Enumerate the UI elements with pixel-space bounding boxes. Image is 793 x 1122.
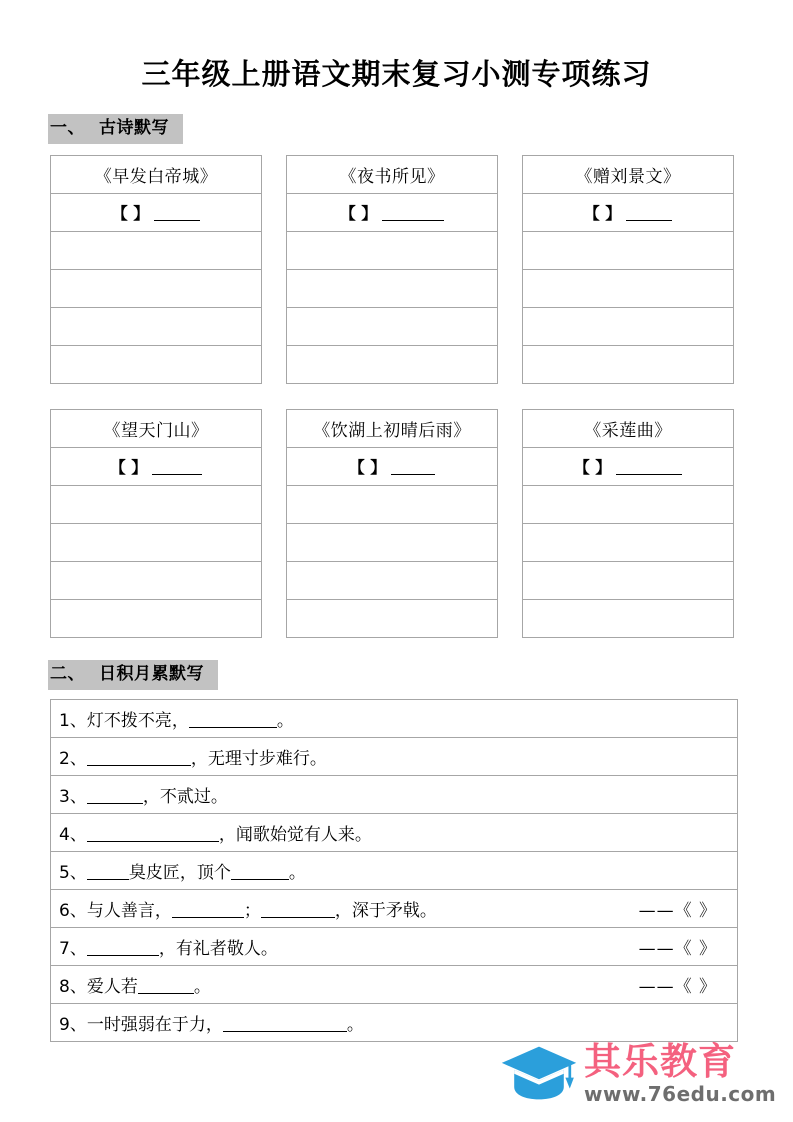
poem-writing-row <box>287 232 498 270</box>
sentence-text-fragment: 灯不拨不亮， <box>86 711 189 732</box>
bracket-marker: 【 】 <box>348 458 387 478</box>
poem-writing-row <box>287 270 498 308</box>
bracket-marker: 【 】 <box>573 458 612 478</box>
sentence-text-fragment: 臭皮匠，顶个 <box>128 863 231 884</box>
poem-writing-row <box>287 562 498 600</box>
table-row <box>51 814 738 852</box>
poem-title: 《夜书所见》 <box>287 156 498 194</box>
poem-writing-cell[interactable] <box>287 562 498 600</box>
table-row <box>51 700 738 738</box>
poem-writing-row <box>51 524 262 562</box>
sentence-cell[interactable] <box>51 1004 738 1042</box>
poem-writing-cell[interactable] <box>51 486 262 524</box>
poem-writing-row <box>287 346 498 384</box>
poem-title-row <box>523 410 734 448</box>
answer-blank[interactable] <box>391 460 435 475</box>
poem-title: 《赠刘景文》 <box>523 156 734 194</box>
band-spacer <box>0 384 793 398</box>
poem-title: 《采莲曲》 <box>523 410 734 448</box>
section-1-number: 一、 <box>50 118 85 139</box>
poem-title: 《饮湖上初晴后雨》 <box>287 410 498 448</box>
poem-bracket-answer-cell[interactable] <box>287 448 498 486</box>
answer-blank[interactable] <box>382 206 444 221</box>
logo-url-text: www.76edu.com <box>584 1081 777 1106</box>
poem-writing-cell[interactable] <box>51 270 262 308</box>
sentence-content <box>59 744 327 769</box>
poem-bracket-row <box>287 194 498 232</box>
poem-bracket-answer-cell[interactable] <box>523 448 734 486</box>
poem-writing-cell[interactable] <box>523 270 734 308</box>
poem-writing-cell[interactable] <box>51 232 262 270</box>
sentence-content <box>59 820 372 845</box>
poem-writing-cell[interactable] <box>51 346 262 384</box>
poem-writing-row <box>523 232 734 270</box>
poem-writing-row <box>51 270 262 308</box>
poem-writing-row <box>51 308 262 346</box>
poem-writing-cell[interactable] <box>51 308 262 346</box>
page-title: 三年级上册语文期末复习小测专项练习 <box>141 57 652 91</box>
section-heading-1 <box>0 92 793 144</box>
poem-writing-row <box>51 562 262 600</box>
sentence-number: 8、 <box>59 977 87 998</box>
sentence-cell[interactable] <box>51 928 738 966</box>
poem-table <box>522 155 734 384</box>
bracket-marker: 【 】 <box>109 458 148 478</box>
section-2-label: 日积月累默写 <box>99 664 204 685</box>
poem-writing-cell[interactable] <box>523 232 734 270</box>
sentence-text-fragment: 与人善言， <box>86 901 172 922</box>
sentence-cell[interactable] <box>51 776 738 814</box>
sentence-row-inner <box>59 744 731 769</box>
sentence-text-fragment: ，闻歌始觉有人来。 <box>218 825 372 846</box>
graduation-cap-icon <box>500 1042 578 1104</box>
answer-blank[interactable] <box>223 1017 347 1033</box>
poem-writing-cell[interactable] <box>523 600 734 638</box>
poem-writing-row <box>523 562 734 600</box>
poem-bracket-row <box>51 194 262 232</box>
bracket-marker: 【 】 <box>583 204 622 224</box>
table-row <box>51 966 738 1004</box>
poem-bracket-answer-cell[interactable] <box>51 448 262 486</box>
poem-title-row <box>287 410 498 448</box>
bracket-marker: 【 】 <box>111 204 150 224</box>
poem-bracket-row <box>287 448 498 486</box>
poem-writing-row <box>287 600 498 638</box>
sentence-number: 6、 <box>59 901 87 922</box>
sentence-number: 3、 <box>59 787 87 808</box>
sentence-source-citation[interactable]: ——《 》 <box>638 939 717 960</box>
sentence-text-fragment: 爱人若 <box>86 977 138 998</box>
sentence-content <box>59 858 306 883</box>
sentence-cell[interactable] <box>51 890 738 928</box>
poem-bracket-row <box>523 194 734 232</box>
sentence-row-inner <box>59 896 731 921</box>
poem-table <box>50 409 262 638</box>
sentence-number: 1、 <box>59 711 87 732</box>
poem-writing-row <box>287 486 498 524</box>
poem-writing-cell[interactable] <box>523 486 734 524</box>
poem-writing-cell[interactable] <box>287 600 498 638</box>
poem-writing-row <box>51 486 262 524</box>
answer-blank[interactable] <box>87 789 143 805</box>
answer-blank[interactable] <box>261 903 335 919</box>
poem-table <box>286 409 498 638</box>
sentence-source-citation[interactable]: ——《 》 <box>638 977 717 998</box>
poem-bracket-answer-cell[interactable] <box>51 194 262 232</box>
answer-blank[interactable] <box>616 460 682 475</box>
poem-title-row <box>51 156 262 194</box>
sentence-fill-in-table <box>50 699 738 1042</box>
sentence-number: 7、 <box>59 939 87 960</box>
section-1-label: 古诗默写 <box>99 118 169 139</box>
answer-blank[interactable] <box>138 979 194 995</box>
section-2-number: 二、 <box>50 664 85 685</box>
sentence-text-fragment: 。 <box>346 1015 364 1036</box>
poem-table-band <box>50 409 734 638</box>
sentence-content <box>59 972 211 997</box>
sentence-row-inner <box>59 782 731 807</box>
poem-bracket-row <box>51 448 262 486</box>
poem-writing-cell[interactable] <box>51 562 262 600</box>
answer-blank[interactable] <box>87 751 191 767</box>
poem-writing-row <box>523 270 734 308</box>
sentence-text-fragment: 一时强弱在于力， <box>86 1015 223 1036</box>
table-row <box>51 776 738 814</box>
poem-writing-cell[interactable] <box>523 562 734 600</box>
poem-writing-cell[interactable] <box>287 308 498 346</box>
table-row <box>51 1004 738 1042</box>
sentence-text-fragment: ，深于矛戟。 <box>334 901 437 922</box>
answer-blank[interactable] <box>154 206 200 221</box>
poem-table-band <box>50 155 734 384</box>
poem-tables-region <box>0 155 793 638</box>
poem-title: 《望天门山》 <box>51 410 262 448</box>
sentence-cell[interactable] <box>51 814 738 852</box>
sentence-cell[interactable] <box>51 966 738 1004</box>
sentence-text-fragment: ，有礼者敬人。 <box>158 939 278 960</box>
poem-writing-row <box>523 308 734 346</box>
sentence-number: 4、 <box>59 825 87 846</box>
poem-writing-row <box>51 600 262 638</box>
sentence-text-fragment: ，无理寸步难行。 <box>190 749 327 770</box>
poem-writing-cell[interactable] <box>523 524 734 562</box>
sentence-cell[interactable] <box>51 852 738 890</box>
poem-writing-cell[interactable] <box>287 270 498 308</box>
poem-bracket-row <box>523 448 734 486</box>
answer-blank[interactable] <box>626 206 672 221</box>
answer-blank[interactable] <box>87 865 129 881</box>
poem-title: 《早发白帝城》 <box>51 156 262 194</box>
sentence-number: 2、 <box>59 749 87 770</box>
poem-bracket-answer-cell[interactable] <box>287 194 498 232</box>
bracket-marker: 【 】 <box>339 204 378 224</box>
answer-blank[interactable] <box>231 865 289 881</box>
sentence-cell[interactable] <box>51 738 738 776</box>
sentence-content <box>59 1010 364 1035</box>
sentence-content <box>59 782 228 807</box>
poem-writing-cell[interactable] <box>523 308 734 346</box>
poem-writing-row <box>523 600 734 638</box>
answer-blank[interactable] <box>172 903 244 919</box>
table-row <box>51 928 738 966</box>
sentence-row-inner <box>59 934 731 959</box>
section-heading-2 <box>0 638 793 690</box>
poem-writing-row <box>287 524 498 562</box>
sentence-number: 9、 <box>59 1015 87 1036</box>
sentence-row-inner <box>59 1010 731 1035</box>
sentence-text-fragment: ，不贰过。 <box>142 787 228 808</box>
table-row <box>51 738 738 776</box>
poem-writing-cell[interactable] <box>287 232 498 270</box>
poem-writing-row <box>51 232 262 270</box>
poem-table <box>286 155 498 384</box>
sentence-text-fragment: 。 <box>288 863 306 884</box>
sentence-text-fragment: ； <box>243 901 261 922</box>
poem-writing-cell[interactable] <box>523 346 734 384</box>
site-logo <box>500 1039 777 1106</box>
poem-writing-row <box>287 308 498 346</box>
table-row <box>51 890 738 928</box>
poem-writing-cell[interactable] <box>51 600 262 638</box>
poem-bracket-answer-cell[interactable] <box>523 194 734 232</box>
poem-writing-row <box>51 346 262 384</box>
poem-writing-row <box>523 524 734 562</box>
answer-blank[interactable] <box>152 460 202 475</box>
poem-table <box>50 155 262 384</box>
poem-writing-cell[interactable] <box>287 346 498 384</box>
answer-blank[interactable] <box>87 827 219 843</box>
sentence-row-inner <box>59 706 731 731</box>
sentence-row-inner <box>59 858 731 883</box>
logo-brand-text: 其乐教育 <box>584 1039 736 1083</box>
poem-title-row <box>287 156 498 194</box>
answer-blank[interactable] <box>189 713 277 729</box>
poem-title-row <box>523 156 734 194</box>
sentence-source-citation[interactable]: ——《 》 <box>638 901 717 922</box>
sentence-content <box>59 706 294 731</box>
sentence-row-inner <box>59 972 731 997</box>
sentence-content <box>59 896 437 921</box>
poem-table <box>522 409 734 638</box>
sentence-cell[interactable] <box>51 700 738 738</box>
sentence-row-inner <box>59 820 731 845</box>
poem-writing-cell[interactable] <box>287 486 498 524</box>
answer-blank[interactable] <box>87 941 159 957</box>
poem-writing-row <box>523 486 734 524</box>
sentence-number: 5、 <box>59 863 87 884</box>
poem-writing-cell[interactable] <box>287 524 498 562</box>
sentence-text-fragment: 。 <box>193 977 211 998</box>
sentence-content <box>59 934 278 959</box>
poem-writing-cell[interactable] <box>51 524 262 562</box>
sentence-text-fragment: 。 <box>276 711 294 732</box>
table-row <box>51 852 738 890</box>
poem-title-row <box>51 410 262 448</box>
poem-writing-row <box>523 346 734 384</box>
